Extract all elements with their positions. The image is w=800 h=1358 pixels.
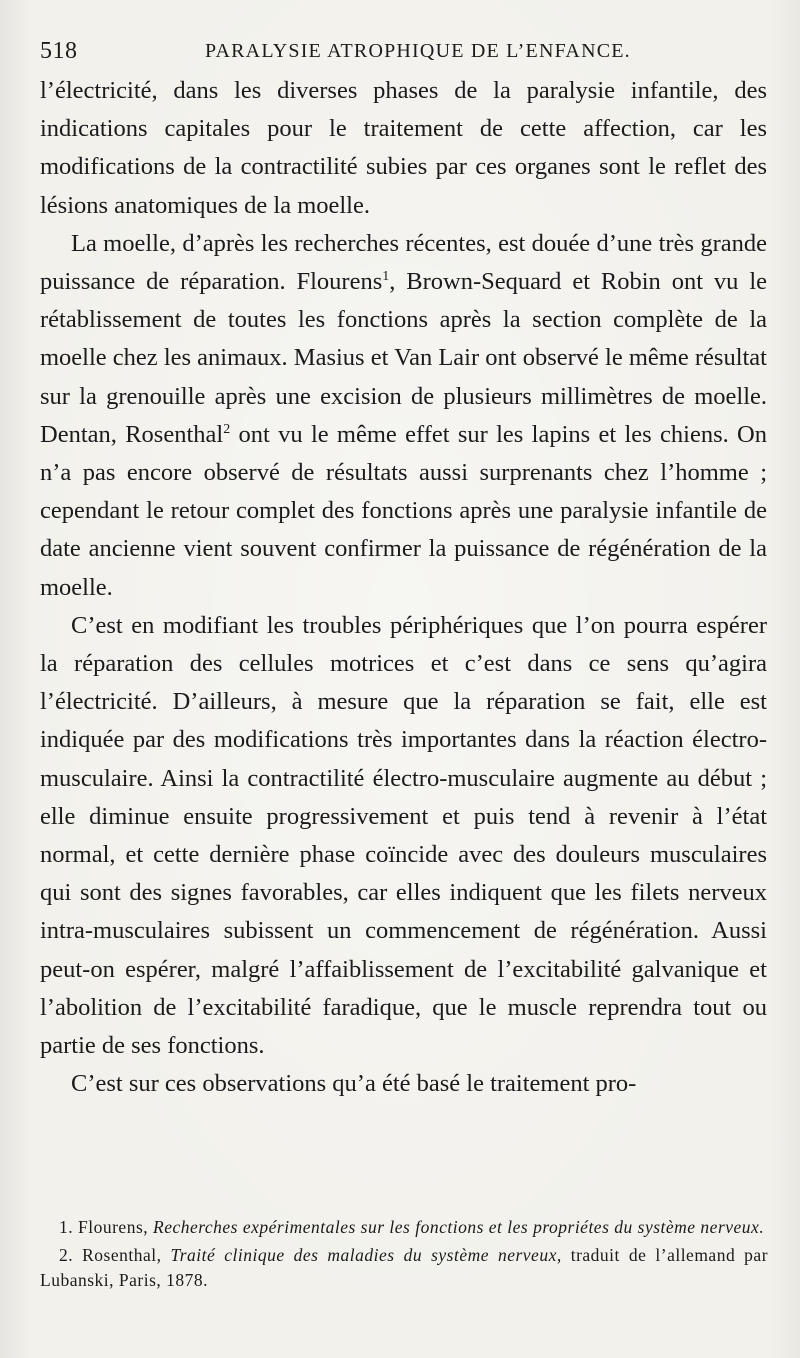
footnote-1 — [40, 1215, 768, 1240]
running-title: PARALYSIE ATROPHIQUE DE L’ENFANCE. — [205, 40, 631, 62]
paragraph-text: ont vu le même effet sur les lapins et les chiens. On n’a pas encore observé de résultats aussi surprenants chez l’homme ; cependant le retour complet des fonctions après une paralysie infantile de date ancienne vient souvent confirmer la puissance de régénération de la moelle. — [40, 420, 767, 601]
paragraph-moelle-reparation — [40, 225, 767, 607]
footnote-number: 1. — [59, 1217, 74, 1237]
page-number: 518 — [40, 38, 78, 64]
running-head — [40, 38, 765, 68]
footnote-title: Traité clinique des maladies du système nerveux, — [170, 1245, 562, 1265]
footnote-2 — [40, 1243, 768, 1293]
footnote-author: Flourens, — [78, 1217, 149, 1237]
footnote-ref-1: 1 — [382, 269, 390, 285]
paragraph-traitement: C’est sur ces observations qu’a été basé le traitement pro- — [71, 1070, 637, 1098]
paragraph-text: La moelle, d’après les recherches récentes, est douée d’une très grande puissance de réparation. Flourens — [40, 229, 767, 296]
footnote-number: 2. — [59, 1245, 74, 1265]
footnote-ref-2: 2 — [223, 421, 231, 437]
body-text — [40, 72, 767, 1103]
footnote-publication: traduit de l’allemand par Lubanski, Paris, 1878. — [40, 1245, 769, 1290]
footnote-author: Rosenthal, — [82, 1245, 162, 1265]
footnotes — [40, 1215, 768, 1296]
paragraph-electricite: C’est en modifiant les troubles périphériques que l’on pourra espérer la réparation des cellules motrices et c’est dans ce sens qu’agira l’électricité. D’ailleurs, à mesure que la réparation se fait, elle est indiquée par des modifications très importantes dans la réaction électro-musculaire. Ainsi la contractilité électro-musculaire augmente au début ; elle diminue ensuite progressivement et puis tend à revenir à l’état normal, et cette dernière phase coïncide avec des douleurs musculaires qui sont des signes favorables, car elles indiquent que les filets nerveux intra-musculaires subissent un commencement de régénération. Aussi peut-on espérer, malgré l’affaiblissement de l’excitabilité galvanique et l’abolition de l’excitabilité faradique, que le muscle reprendra tout ou partie de ses fonctions. — [40, 611, 767, 1060]
paragraph-continuation: l’électricité, dans les diverses phases de la paralysie infantile, des indications capitales pour le traitement de cette affection, car les modifications de la contractilité subies par ces organes sont le reflet des lésions anatomiques de la moelle. — [40, 77, 767, 219]
footnote-title: Recherches expérimentales sur les fonctions et les propriétes du système nerveux. — [153, 1217, 765, 1237]
paragraph-text: , Brown-Sequard et Robin ont vu le rétablissement de toutes les fonctions après la section complète de la moelle chez les animaux. Masius et Van Lair ont observé le même résultat sur la grenouille après une excision de plusieurs millimètres de moelle. Dentan, Rosenthal — [40, 268, 767, 448]
